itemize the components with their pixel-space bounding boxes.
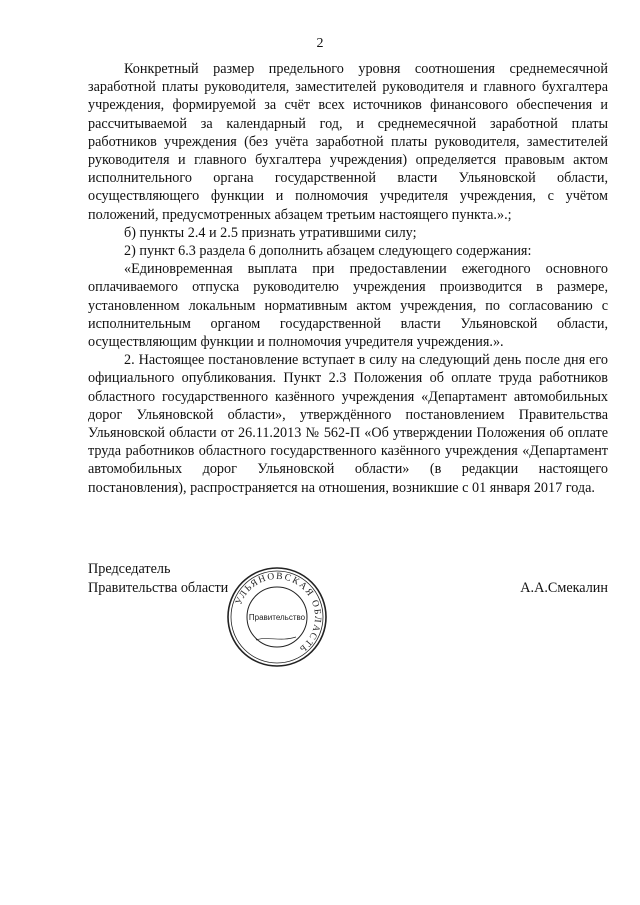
- official-seal-stamp: [226, 566, 328, 668]
- signatory-title-line1: Председатель: [88, 561, 171, 577]
- signature-block: [88, 560, 618, 670]
- paragraph-item-b: б) пункты 2.4 и 2.5 признать утратившими силу;: [124, 224, 417, 241]
- paragraph-item-2: 2) пункт 6.3 раздела 6 дополнить абзацем следующего содержания:: [124, 243, 532, 260]
- seal-center-text: Правительство: [248, 613, 306, 622]
- signatory-title: [88, 560, 228, 597]
- page-number: 2: [316, 36, 324, 51]
- signatory-name: А.А.Смекалин: [520, 580, 608, 596]
- document-body: [88, 60, 608, 497]
- paragraph-effective-date: 2. Настоящее постановление вступает в силу на следующий день после дня его официального опубликования. Пункт 2.3 Положения об оплате труда работников областного государственного казённого учреждения «Департамент автомобильных дорог Ульяновской области», утверждённого постановлением Правительства Ульяновской области от 26.11.2013 № 562-П «Об утверждении Положения об оплате труда работников областного государственного казённого учреждения «Департамент автомобильных дорог Ульяновской области» (в редакции настоящего постановления), распространяется на отношения, возникшие с 01 января 2017 года.: [88, 352, 608, 496]
- paragraph-salary-ratio: Конкретный размер предельного уровня соотношения среднемесячной заработной платы руководителя, заместителей руководителя и главного бухгалтера учреждения, формируемой за счёт всех источников финансового обеспечения и рассчитываемой за календарный год, и среднемесячной заработной платы работников учреждения (без учёта заработной платы руководителя, заместителей руководителя и главного бухгалтера учреждения) определяется правовым актом исполнительного органа государственной власти Ульяновской области, осуществляющего функции и полномочия учредителя учреждения, с учётом положений, предусмотренных абзацем третьим настоящего пункта.».;: [88, 61, 608, 223]
- signatory-title-line2: Правительства области: [88, 579, 229, 596]
- seal-ring-text: УЛЬЯНОВСКАЯ ОБЛАСТЬ: [234, 571, 323, 655]
- paragraph-quoted-addition: «Единовременная выплата при предоставлении ежегодного основного оплачиваемого отпуска руководителю учреждения производится в размере, установленном локальным нормативным актом учреждения, по согласованию с исполнительным органом государственной власти Ульяновской области, осуществляющим функции и полномочия учредителя учреждения.».: [88, 261, 608, 351]
